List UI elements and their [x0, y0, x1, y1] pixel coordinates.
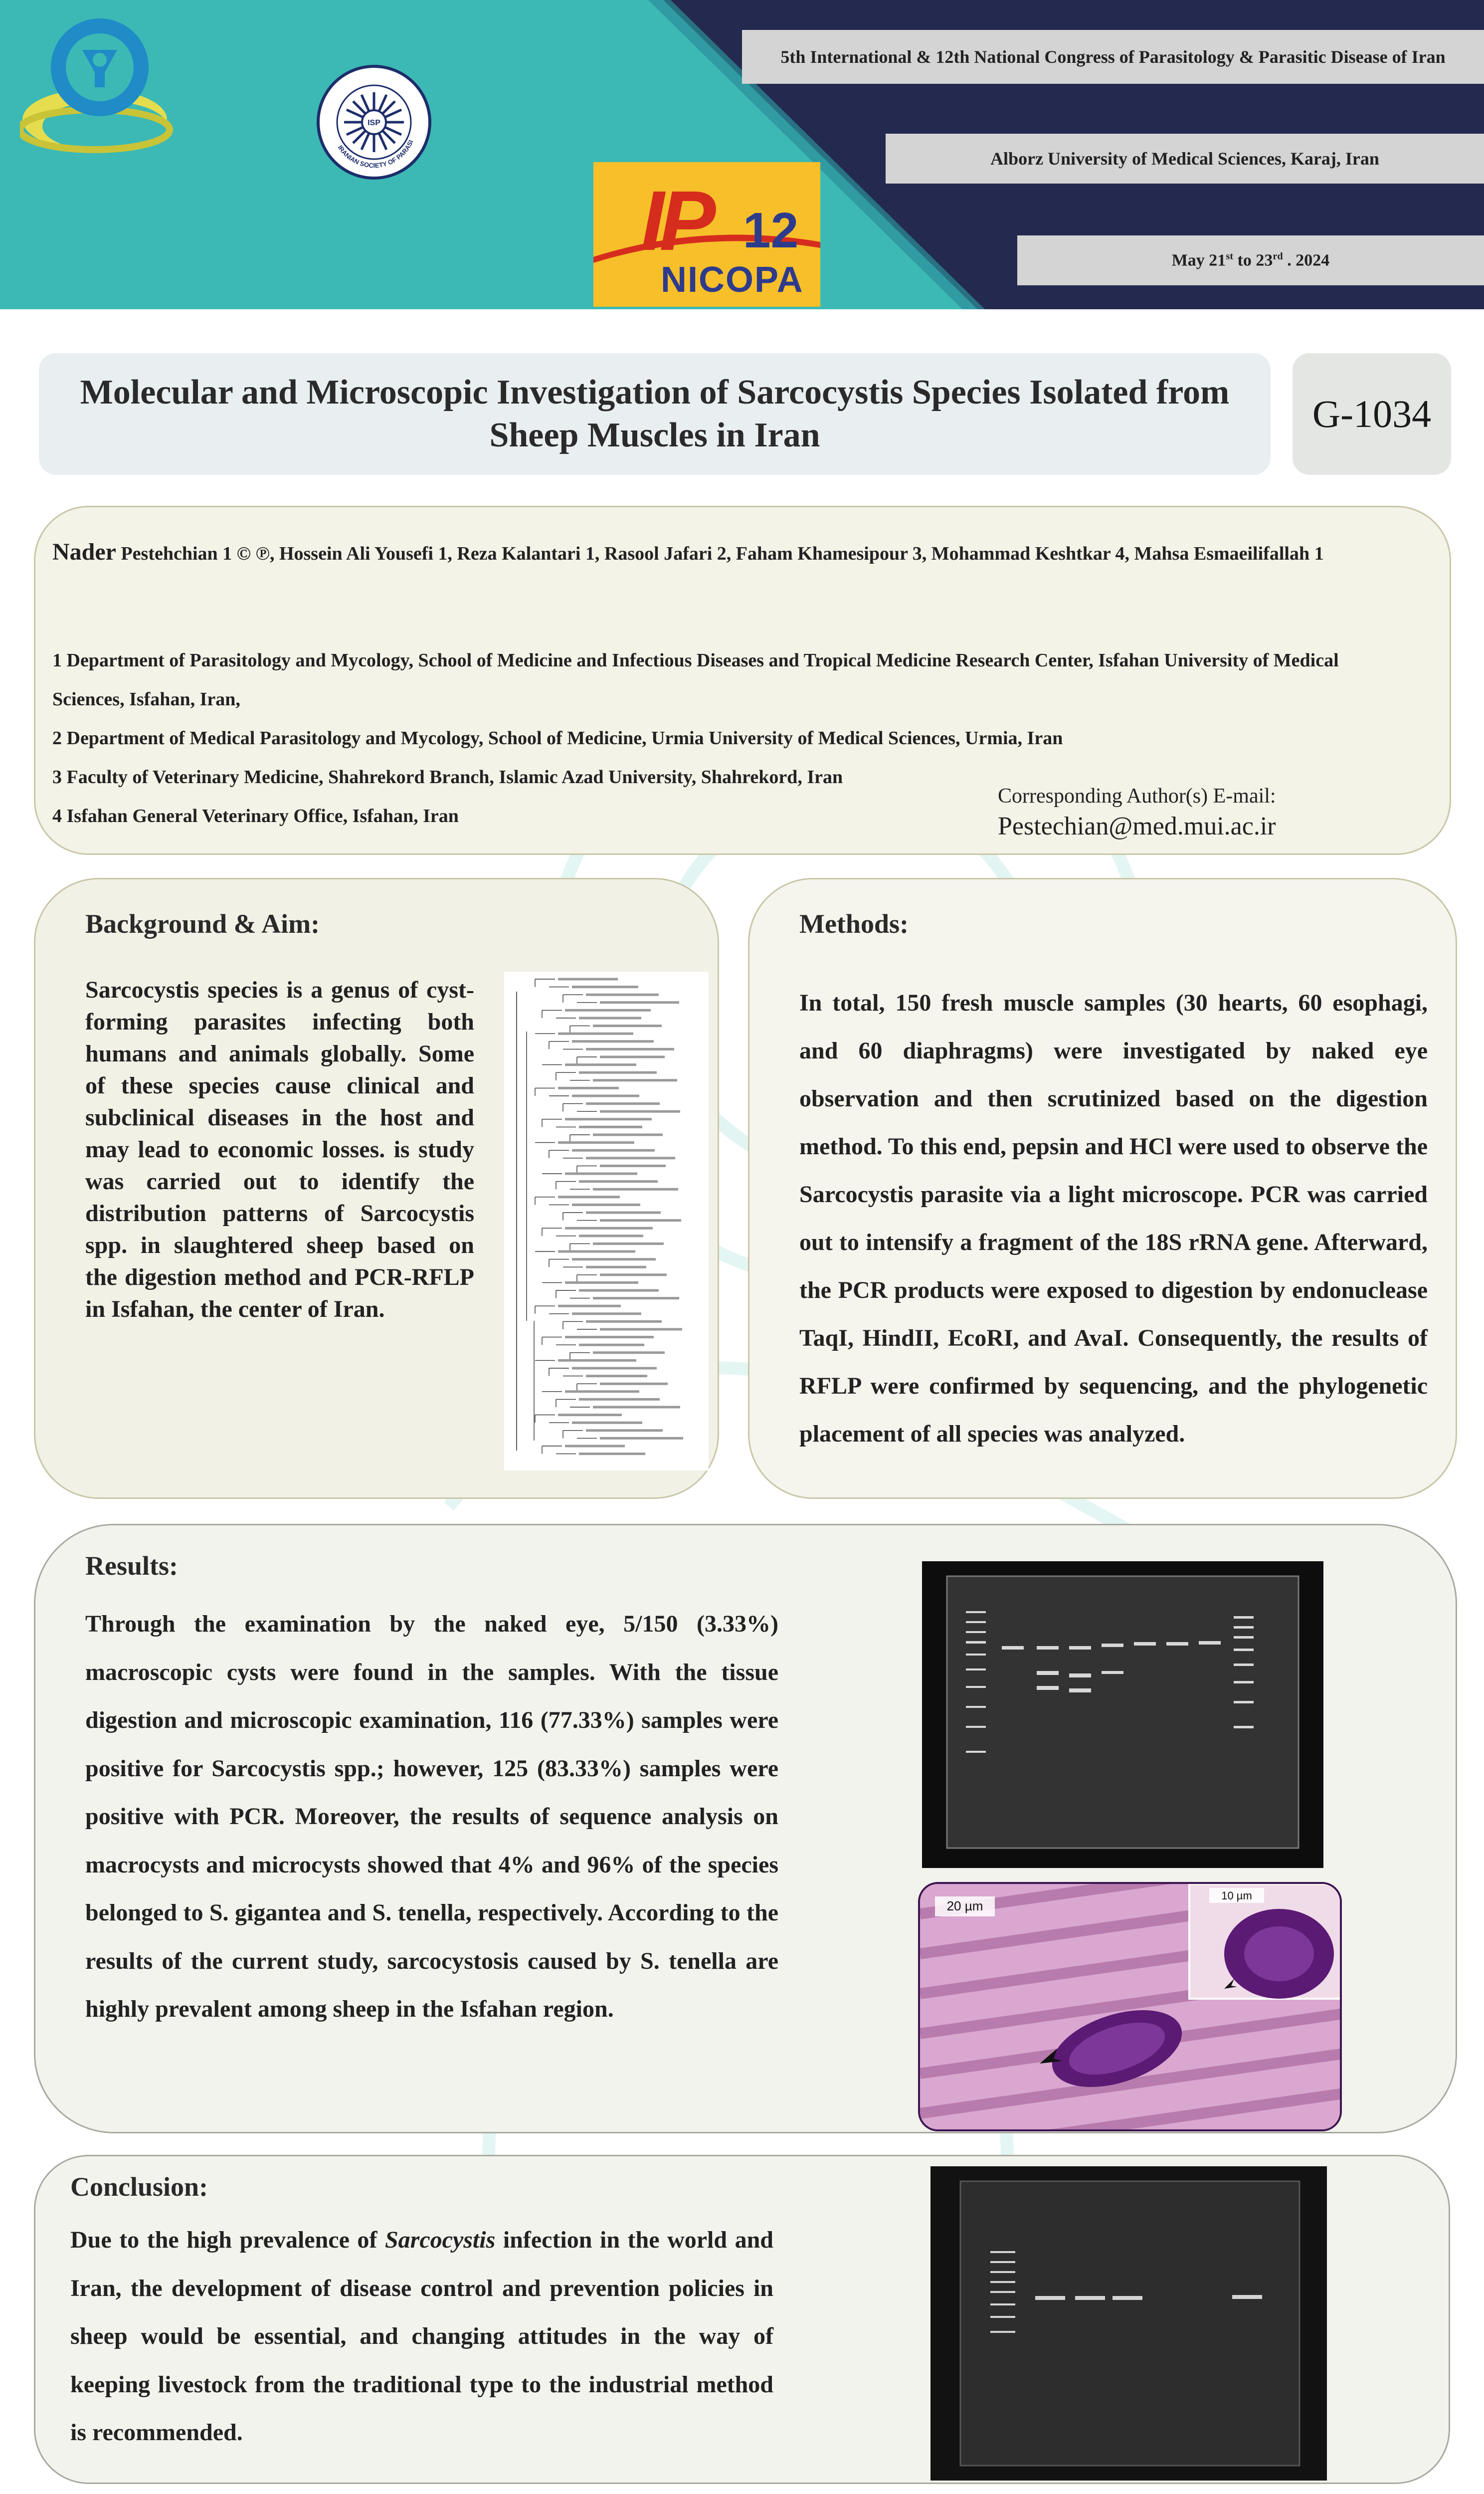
phylogenetic-tree-figure	[504, 972, 709, 1470]
conclusion-heading: Conclusion:	[70, 2172, 208, 2202]
scale-bar-label-20um: 20 µm	[946, 1898, 983, 1913]
poster-title: Molecular and Microscopic Investigation of Sarcocystis Species Isolated from Sheep Muscles in Iran	[80, 373, 1230, 454]
nicopa-number: 12	[743, 203, 799, 258]
conference-title-banner	[742, 30, 1484, 84]
svg-text:ISP: ISP	[368, 119, 380, 127]
conclusion-section	[34, 2155, 1450, 2484]
affiliation-2: 2 Department of Medical Parasitology and Mycology, School of Medicine, Urmia University of Medical Sciences, Urmia, Iran	[52, 728, 1063, 749]
results-section	[34, 1524, 1457, 2133]
methods-heading: Methods:	[799, 909, 909, 939]
first-author-name: Nader	[52, 539, 116, 565]
affiliation-3: 3 Faculty of Veterinary Medicine, Shahrekord Branch, Islamic Azad University, Shahrekord, Iran	[52, 767, 843, 788]
authors-panel	[34, 506, 1451, 855]
results-heading: Results:	[85, 1551, 178, 1581]
background-heading: Background & Aim:	[85, 909, 320, 939]
affiliation-4: 4 Isfahan General Veterinary Office, Isfahan, Iran	[52, 806, 459, 827]
nicopa-12-logo	[593, 162, 820, 307]
conclusion-text: Due to the high prevalence of Sarcocystis infection in the world and Iran, the development of disease control and prevention policies in sheep would be essential, and changing attitudes in the way of keeping livestock from the traditional type to the industrial method is recommended.	[70, 2227, 774, 2446]
svg-text:IRANIAN SOCIETY OF PARASITOLOG: IRANIAN SOCIETY OF PARASI	[336, 139, 415, 170]
methods-section	[748, 878, 1457, 1499]
congress-emblem-logo	[20, 12, 185, 167]
micrograph-graphic	[920, 1884, 1342, 2131]
venue-text: Alborz University of Medical Sciences, Karaj, Iran	[990, 149, 1379, 169]
pcr-rflp-gel-image	[922, 1561, 1323, 1868]
corresponding-label: Corresponding Author(s) E-mail:	[998, 785, 1276, 808]
background-section	[34, 878, 719, 1499]
gel-electrophoresis-graphic-2	[930, 2166, 1327, 2481]
methods-text: In total, 150 fresh muscle samples (30 hearts, 60 esophagi, and 60 diaphragms) were investigated by naked eye observation and then scrutinized based on the digestion method. To this end, pepsin and HCl were used to observe the Sarcocystis parasite via a light microscope. PCR was carried out to intensify a fragment of the 18S rRNA gene. Afterward, the PCR products were exposed to digestion by endonuclease TaqI, HindII, EcoRI, and AvaI. Consequently, the results of RFLP were confirmed by sequencing, and the phylogenetic placement of all species was analyzed.	[799, 990, 1428, 1447]
affiliation-1: 1 Department of Parasitology and Mycology, School of Medicine and Infectious Diseases and Tropical Medicine Research Center, Isfahan University of Medical Sciences, Isfahan, Iran,	[52, 650, 1339, 710]
poster-code: G-1034	[1312, 392, 1432, 435]
scale-bar-label-10um: 10 µm	[1221, 1889, 1252, 1902]
poster-title-box	[39, 353, 1271, 475]
sarcocystis-italic: Sarcocystis	[384, 2227, 496, 2253]
nicopa-word: NICOPA	[661, 260, 804, 300]
corresponding-email: Pestechian@med.mui.ac.ir	[998, 812, 1276, 840]
iranian-society-of-parasitology-logo	[317, 65, 431, 180]
venue-banner	[886, 134, 1484, 184]
background-text: Sarcocystis species is a genus of cyst-forming parasites infecting both humans and animals globally. Some of these species cause clinical and subclinical diseases in the host and may lead to economic losses. is study was carried out to identify the distribution patterns of Sarcocystis spp. in slaughtered sheep based on the digestion method and PCR-RFLP in Isfahan, the center of Iran.	[85, 977, 474, 1322]
histology-micrograph	[918, 1882, 1342, 2131]
gel-electrophoresis-graphic	[922, 1561, 1323, 1868]
nicopa-mark: IP	[641, 174, 711, 268]
poster-code-box	[1293, 353, 1451, 475]
other-authors: Pestehchian 1 © ℗, Hossein Ali Yousefi 1, Reza Kalantari 1, Rasool Jafari 2, Faham Khamesipour 3, Mohammad Keshtkar 4, Mahsa Esmaeilifallah 1	[121, 543, 1324, 564]
pcr-gel-image	[930, 2166, 1327, 2481]
poster-header	[0, 0, 1484, 309]
author-list	[52, 532, 1374, 574]
results-text: Through the examination by the naked eye, 5/150 (3.33%) macroscopic cysts were found in the samples. With the tissue digestion and microscopic examination, 116 (77.33%) samples were positive for Sarcocystis spp.; however, 125 (83.33%) samples were positive with PCR. Moreover, the results of sequence analysis on macrocysts and microcysts showed that 4% and 96% of the species belonged to S. gigantea and S. tenella, respectively. According to the results of the current study, sarcocystosis caused by S. tenella are highly prevalent among sheep in the Isfahan region.	[85, 1611, 778, 2022]
conference-title: 5th International & 12th National Congress of Parasitology & Parasitic Disease of Iran	[780, 47, 1446, 67]
date-text: May 21st to 23rd . 2024	[1171, 250, 1330, 270]
date-banner	[1017, 235, 1484, 285]
phylogenetic-tree-graphic	[504, 972, 709, 1470]
